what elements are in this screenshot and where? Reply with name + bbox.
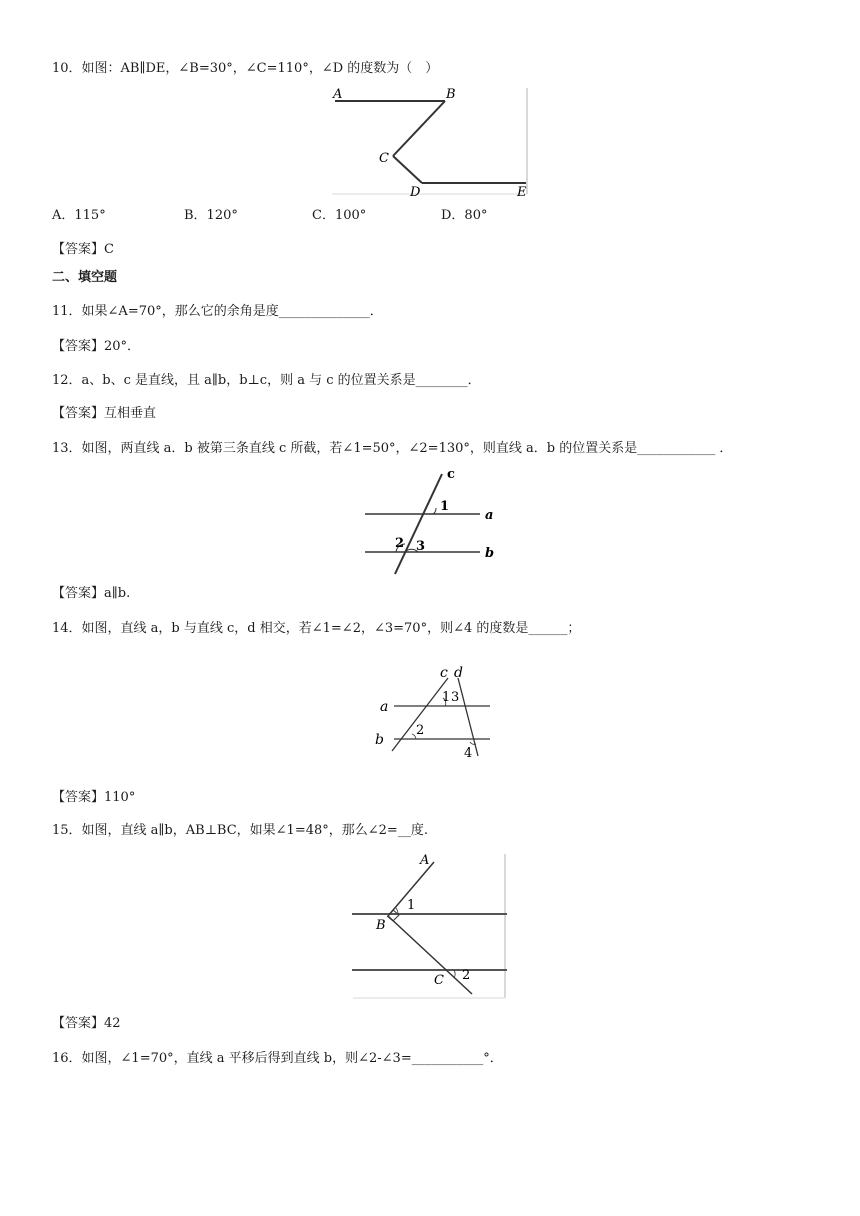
q12-answer: 【答案】互相垂直 [52,406,157,421]
q11-stem: 11．如果∠A=70°，那么它的余角是度______________． [52,304,383,319]
q10-option-c[interactable]: C．100° [312,208,367,223]
q14-label-2: 2 [416,723,425,738]
q10-option-d[interactable]: D．80° [441,208,488,223]
q14-label-a: a [380,699,389,715]
q14-label-b: b [375,732,384,748]
q13-figure [362,466,502,578]
q10-label-d: D [410,185,421,198]
q15-label-a: A [420,853,430,868]
q10-label-e: E [517,185,527,198]
q10-answer: 【答案】C [52,242,114,257]
q12-stem: 12．a、b、c 是直线，且 a∥b，b⊥c，则 a 与 c 的位置关系是________． [52,373,481,388]
q15-figure [350,852,510,1000]
q15-label-1: 1 [407,898,416,913]
q15-label-c: C [434,973,444,988]
q14-label-4: 4 [464,746,473,761]
q10-figure [330,86,530,198]
q13-stem: 13．如图，两直线 a．b 被第三条直线 c 所截，若∠1=50°，∠2=130°，则直线 a．b 的位置关系是____________ ． [52,441,733,456]
q15-answer: 【答案】42 [52,1016,121,1031]
q10-label-c: C [379,151,389,166]
q14-figure [372,664,497,762]
q13-label-b: b [485,546,495,561]
q13-label-c: c [447,467,455,482]
q13-label-2: 2 [395,536,405,551]
q14-label-1: 1 [442,690,451,705]
q10-label-b: B [446,87,456,102]
q10-option-a[interactable]: A．115° [52,208,106,223]
q13-answer: 【答案】a∥b. [52,586,131,601]
q10-stem: 10．如图：AB∥DE，∠B=30°，∠C=110°，∠D 的度数为（ ） [52,61,439,76]
q13-label-3: 3 [416,539,426,554]
q10-option-b[interactable]: B．120° [184,208,238,223]
q14-label-3: 3 [451,690,460,705]
q14-label-c: c [440,665,448,681]
q16-stem: 16．如图，∠1=70°，直线 a 平移后得到直线 b，则∠2-∠3=___________°． [52,1051,503,1066]
q10-label-a: A [333,87,343,102]
q15-stem: 15．如图，直线 a∥b，AB⊥BC，如果∠1=48°，那么∠2=__度. [52,823,428,838]
q14-stem: 14．如图，直线 a，b 与直线 c，d 相交，若∠1=∠2，∠3=70°，则∠4 的度数是______； [52,621,581,636]
q15-label-b: B [376,918,386,933]
q11-answer: 【答案】20°． [52,339,141,354]
q15-label-2: 2 [462,968,471,983]
section-title: 二、填空题 [52,270,118,285]
q14-label-d: d [454,665,463,681]
q13-label-1: 1 [440,499,450,514]
q14-answer: 【答案】110° [52,790,136,805]
q13-label-a: a [485,508,494,523]
